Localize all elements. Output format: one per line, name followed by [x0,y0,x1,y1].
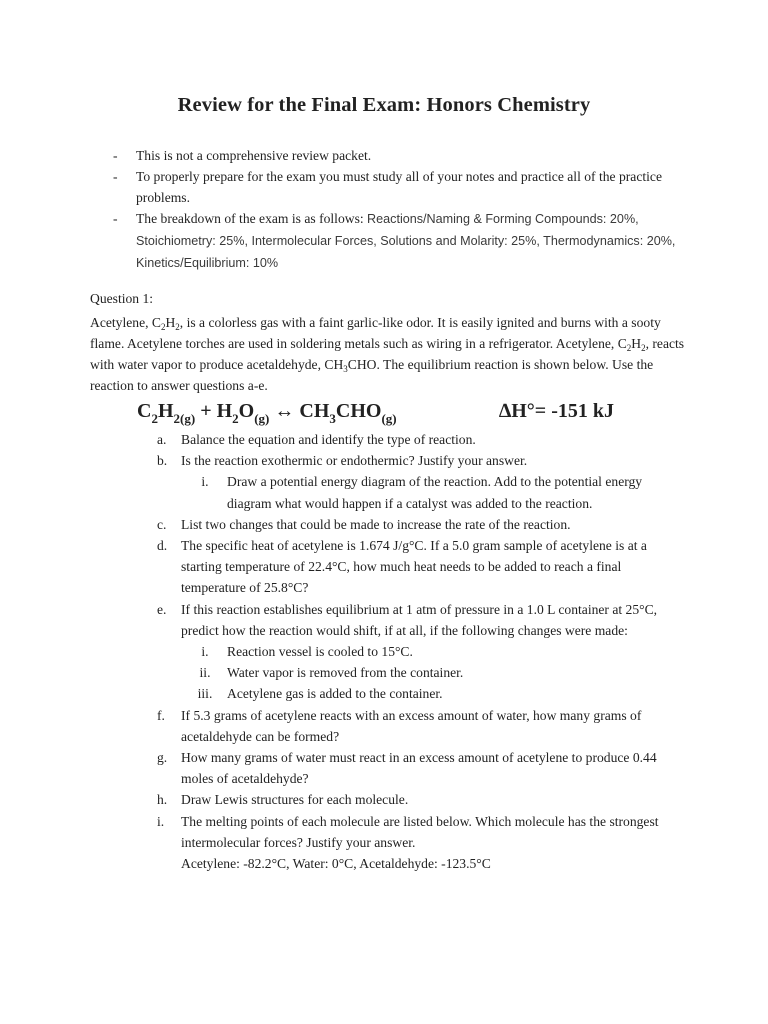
sub-item-text: Acetylene gas is added to the container. [227,686,443,702]
question-item [157,811,687,875]
item-marker: d. [157,538,168,554]
question-item [157,705,687,747]
intro-list [113,145,683,274]
question-item [157,429,687,450]
sub-item-marker: iii. [197,686,213,702]
question-list [157,429,687,874]
sub-question-item [181,683,687,704]
sub-question-list [181,641,687,705]
melting-points: Acetylene: -82.2°C, Water: 0°C, Acetaldehyde: -123.5°C [181,856,491,872]
item-text: If this reaction establishes equilibrium at 1 atm of pressure in a 1.0 L container at 25°C, predict how the reaction would shift, if at all, if the following changes were made: [181,601,658,638]
sub-question-item [181,471,687,513]
item-text: The melting points of each molecule are listed below. Which molecule has the strongest intermolecular forces? Justify your answer. [181,813,659,850]
sub-item-marker: i. [201,474,209,490]
question-item [157,747,687,789]
bullet-dash: - [113,169,118,184]
item-marker: g. [157,750,168,766]
intro-text: To properly prepare for the exam you must study all of your notes and practice all of the practice problems. [136,169,662,205]
item-text: Draw Lewis structures for each molecule. [181,792,409,808]
sub-item-marker: ii. [199,665,211,681]
item-marker: i. [157,813,165,829]
enthalpy-change: ∆H°= -151 kJ [499,400,614,422]
item-marker: h. [157,792,168,808]
item-marker: f. [157,707,165,723]
item-marker: b. [157,453,168,469]
reaction-equation: $C_2H_{2(g)} + H_2O_{(g)}$ ↔ $CH_3CHO_{(g)}$ ∆H°= -151 kJ [137,400,614,426]
sub-item-text: Water vapor is removed from the container. [227,665,464,681]
bullet-dash: - [113,211,118,226]
question-item [157,535,687,599]
question-paragraph: Acetylene, $C_2H_2$, is a colorless gas with a faint garlic-like odor. It is easily ignited and burns with a sooty flame. Acetylene torches are used in soldering metals such as wiring in a refrigerator. Acetylene, $C_2H_2$, reacts with water vapor to produce acetaldehyde, $CH_3CHO$. The equilibrium reaction is shown below. Use the reaction to answer questions a-e. [90,315,685,393]
bullet-dash: - [113,148,118,163]
question-item [157,450,687,514]
item-marker: c. [157,516,167,532]
intro-item [113,145,683,166]
item-marker: e. [157,601,167,617]
sub-item-text: Draw a potential energy diagram of the reaction. Add to the potential energy diagram what would happen if a catalyst was added to the reaction. [227,474,643,511]
sub-question-item [181,641,687,662]
question-item [157,514,687,535]
item-marker: a. [157,432,167,447]
question-item [157,599,687,705]
item-text: How many grams of water must react in an excess amount of acetylene to produce 0.44 moles of acetaldehyde? [181,750,657,787]
sub-item-marker: i. [201,644,209,660]
page-title: Review for the Final Exam: Honors Chemistry [177,94,591,116]
sub-item-text: Reaction vessel is cooled to 15°C. [227,644,413,660]
item-text: Is the reaction exothermic or endothermic? Justify your answer. [181,453,528,469]
intro-text: This is not a comprehensive review packet. [136,148,372,163]
question-heading: Question 1: [90,291,154,306]
item-text: List two changes that could be made to increase the rate of the reaction. [181,516,571,532]
exam-breakdown: Reactions/Naming & Forming Compounds: 20%, Stoichiometry: 25%, Intermolecular Forces, Solutions and Molarity: 25%, Thermodynamics: 20%, Kinetics/Equilibrium: 10% [136,212,676,270]
question-item [157,789,687,810]
intro-item [113,208,683,274]
sub-question-list [181,471,687,513]
item-text: If 5.3 grams of acetylene reacts with an excess amount of water, how many grams of acetaldehyde can be formed? [181,707,642,744]
intro-text: The breakdown of the exam is as follows: [136,211,368,226]
item-text: The specific heat of acetylene is 1.674 J/g°C. If a 5.0 gram sample of acetylene is at a starting temperature of 22.4°C, how much heat needs to be added to reach a final temperature of 25.8°C? [181,538,647,596]
sub-question-item [181,662,687,683]
item-text: Balance the equation and identify the type of reaction. [181,432,476,447]
intro-item [113,166,683,208]
